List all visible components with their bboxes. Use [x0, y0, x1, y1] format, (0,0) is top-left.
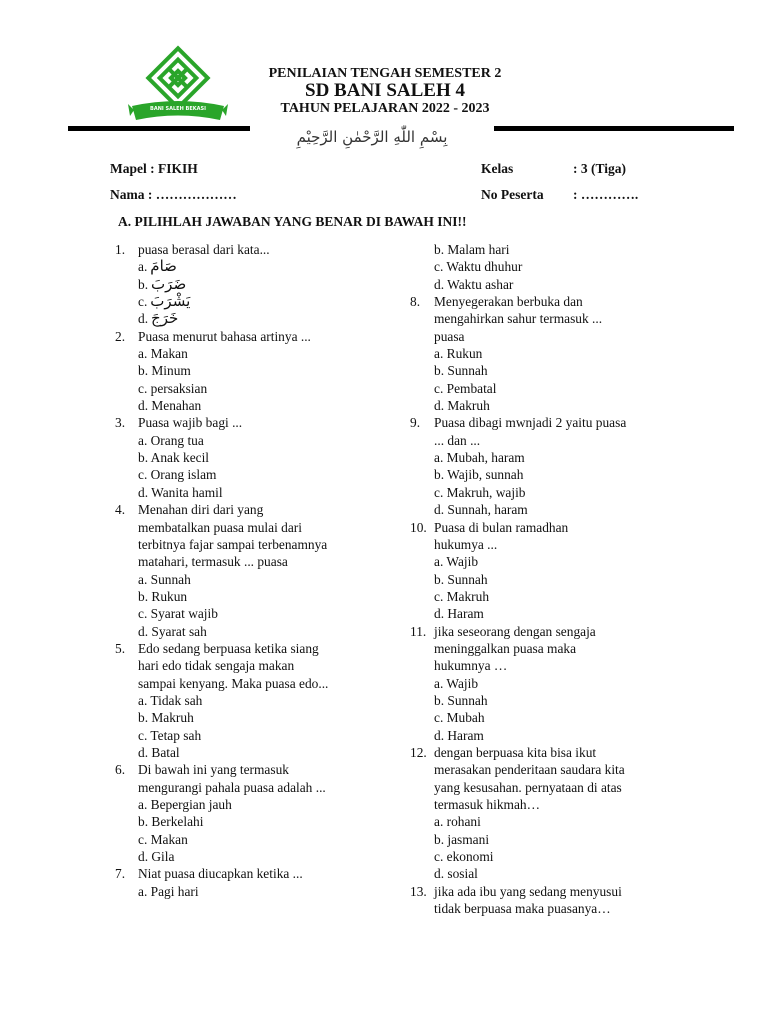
answer-line [115, 605, 405, 622]
option-text: b. Minum [138, 363, 191, 379]
answer-line [410, 380, 700, 397]
option-text: b. Makruh [138, 710, 194, 726]
option-text: c. persaksian [138, 380, 208, 396]
class-label: Kelas [481, 161, 514, 176]
option-text: a. صَامَ [138, 257, 177, 276]
header-rule-left [68, 126, 250, 131]
option-text: terbitnya fajar sampai terbenamnya [138, 536, 328, 552]
option-text: merasakan penderitaan saudara kita [434, 762, 625, 778]
option-text: mengahirkan sahur termasuk ... [434, 311, 603, 327]
option-text: puasa [434, 328, 465, 344]
answer-line [115, 362, 405, 379]
answer-line [115, 484, 405, 501]
school-name: SD BANI SALEH 4 [305, 80, 465, 101]
subject-label: Mapel : FIKIH [110, 161, 198, 176]
answer-line [115, 831, 405, 848]
option-text: tidak berpuasa maka puasanya… [434, 901, 611, 917]
answer-line [410, 692, 700, 709]
option-text: d. Waktu ashar [434, 276, 514, 292]
question-text: Puasa dibagi mwnjadi 2 yaitu puasa [434, 415, 627, 431]
answer-line [115, 432, 405, 449]
class-value: : 3 (Tiga) [573, 161, 626, 176]
question-text: puasa berasal dari kata... [138, 242, 270, 257]
question-text: Menahan diri dari yang [138, 502, 264, 518]
answer-line [410, 484, 700, 501]
answer-line [410, 466, 700, 483]
option-text: a. Rukun [434, 346, 483, 362]
option-text: matahari, termasuk ... puasa [138, 554, 288, 570]
question-line [410, 519, 700, 536]
option-text: a. Wajib [434, 554, 479, 570]
option-text: d. sosial [434, 866, 478, 882]
answer-line [115, 571, 405, 588]
answer-line [410, 241, 700, 258]
answer-line [410, 328, 700, 345]
answer-line [115, 675, 405, 692]
answer-line [410, 865, 700, 882]
answer-line [410, 536, 700, 553]
option-text: c. Syarat wajib [138, 606, 218, 622]
answer-line [115, 727, 405, 744]
answer-line [115, 692, 405, 709]
option-text: hari edo tidak sengaja makan [138, 658, 295, 674]
option-text: b. jasmani [434, 831, 490, 847]
answer-line [410, 362, 700, 379]
answer-line [115, 553, 405, 570]
option-text: c. Tetap sah [138, 727, 202, 743]
answer-line [115, 258, 405, 275]
answer-line [115, 397, 405, 414]
header-rule-right [494, 126, 734, 131]
option-text: c. Waktu dhuhur [434, 259, 523, 275]
participant-number-value: : …………. [573, 187, 639, 202]
option-text: ... dan ... [434, 432, 481, 448]
question-number: 12. [410, 744, 427, 760]
question-number: 6. [115, 762, 126, 778]
answer-line [115, 796, 405, 813]
option-text: membatalkan puasa mulai dari [138, 519, 302, 535]
answer-line [410, 709, 700, 726]
exam-title: PENILAIAN TENGAH SEMESTER 2 [268, 66, 502, 81]
answer-line [410, 675, 700, 692]
question-number: 7. [115, 866, 126, 882]
school-logo [126, 44, 230, 126]
answer-line [115, 466, 405, 483]
option-text: c. Orang islam [138, 467, 217, 483]
answer-line [115, 345, 405, 362]
option-text: d. Syarat sah [138, 623, 207, 639]
option-text: b. Anak kecil [138, 450, 210, 466]
section-title: A. PILIHLAH JAWABAN YANG BENAR DI BAWAH INI!! [118, 214, 467, 229]
questions-right-column [410, 241, 700, 917]
option-text: d. Gila [138, 849, 175, 865]
question-line [115, 328, 405, 345]
answer-line [410, 588, 700, 605]
option-text: d. Menahan [138, 398, 202, 414]
option-text: c. Makruh, wajib [434, 484, 526, 500]
logo-banner-text: BANI SALEH BEKASI [150, 106, 206, 112]
answer-line [115, 449, 405, 466]
option-text: a. Orang tua [138, 432, 204, 448]
answer-line [410, 831, 700, 848]
name-field: Nama : ……………… [110, 187, 237, 202]
question-line [410, 414, 700, 431]
option-text: hukumya ... [434, 536, 498, 552]
academic-year: TAHUN PELAJARAN 2022 - 2023 [280, 101, 490, 116]
option-text: a. Mubah, haram [434, 450, 525, 466]
option-text: b. Malam hari [434, 242, 510, 257]
option-text: a. Bepergian jauh [138, 797, 232, 812]
answer-line [410, 432, 700, 449]
question-number: 9. [410, 415, 421, 431]
option-text: a. Makan [138, 346, 188, 362]
answer-line [115, 657, 405, 674]
answer-line [410, 727, 700, 744]
question-number: 13. [410, 883, 427, 899]
logo-emblem-icon [126, 44, 230, 126]
option-text: a. Tidak sah [138, 692, 203, 708]
option-text: c. Makan [138, 831, 188, 847]
answer-line [410, 571, 700, 588]
option-text: d. Batal [138, 744, 180, 760]
option-text: b. ضَرَبَ [138, 274, 187, 293]
option-text: a. rohani [434, 814, 481, 830]
question-text: Puasa wajib bagi ... [138, 415, 243, 431]
question-text: Puasa di bulan ramadhan [434, 519, 569, 535]
answer-line [410, 657, 700, 674]
question-line [115, 501, 405, 518]
question-text: Puasa menurut bahasa artinya ... [138, 328, 311, 344]
participant-number-label: No Peserta [481, 187, 544, 202]
question-text: Niat puasa diucapkan ketika ... [138, 866, 303, 882]
option-text: hukumnya … [434, 658, 508, 674]
answer-line [115, 276, 405, 293]
question-text: Di bawah ini yang termasuk [138, 762, 289, 778]
option-text: c. Makruh [434, 588, 490, 604]
option-text: sampai kenyang. Maka puasa edo... [138, 675, 329, 691]
question-number: 11. [410, 623, 427, 639]
option-text: a. Pagi hari [138, 883, 199, 899]
answer-line [410, 761, 700, 778]
option-text: c. ekonomi [434, 849, 494, 865]
question-text: dengan berpuasa kita bisa ikut [434, 744, 597, 760]
answer-line [115, 588, 405, 605]
question-text: Edo sedang berpuasa ketika siang [138, 640, 319, 656]
option-text: termasuk hikmah… [434, 797, 540, 812]
answer-line [115, 848, 405, 865]
option-text: b. Sunnah [434, 692, 488, 708]
option-text: yang kesusahan. pernyataan di atas [434, 779, 622, 795]
answer-line [410, 397, 700, 414]
answer-line [115, 623, 405, 640]
option-text: c. Pembatal [434, 380, 497, 396]
answer-line [410, 310, 700, 327]
answer-line [115, 293, 405, 310]
answer-line [115, 536, 405, 553]
answer-line [410, 553, 700, 570]
option-text: b. Wajib, sunnah [434, 467, 524, 483]
answer-line [410, 276, 700, 293]
option-text: b. Sunnah [434, 571, 488, 587]
questions-left-column [115, 241, 405, 900]
answer-line [410, 258, 700, 275]
option-text: a. Sunnah [138, 571, 191, 587]
question-line [115, 414, 405, 431]
answer-line [410, 900, 700, 917]
answer-line [410, 640, 700, 657]
answer-line [410, 501, 700, 518]
option-text: d. Haram [434, 727, 484, 743]
answer-line [115, 883, 405, 900]
arabic-option-text: يَشْرَبَ [150, 292, 191, 311]
answer-line [410, 813, 700, 830]
question-line [410, 623, 700, 640]
question-line [115, 761, 405, 778]
option-text: d. Makruh [434, 398, 490, 414]
option-text: b. Sunnah [434, 363, 488, 379]
answer-line [410, 848, 700, 865]
answer-line [115, 744, 405, 761]
question-number: 8. [410, 294, 421, 310]
arabic-option-text: صَامَ [150, 257, 177, 276]
answer-line [410, 796, 700, 813]
option-text: meninggalkan puasa maka [434, 640, 577, 656]
answer-line [115, 709, 405, 726]
option-text: b. Berkelahi [138, 814, 204, 830]
question-text: Menyegerakan berbuka dan [434, 294, 583, 310]
question-text: jika seseorang dengan sengaja [434, 623, 596, 639]
option-text: a. Wajib [434, 675, 479, 691]
question-line [115, 640, 405, 657]
answer-line [115, 779, 405, 796]
option-text: c. يَشْرَبَ [138, 292, 191, 311]
answer-line [115, 813, 405, 830]
option-text: d. خَرَجَ [138, 309, 179, 328]
question-line [410, 744, 700, 761]
question-line [115, 241, 405, 258]
option-text: mengurangi pahala puasa adalah ... [138, 779, 326, 795]
answer-line [115, 380, 405, 397]
answer-line [115, 310, 405, 327]
question-number: 1. [115, 242, 126, 257]
question-number: 10. [410, 519, 427, 535]
question-line [115, 865, 405, 882]
question-number: 5. [115, 640, 126, 656]
question-number: 3. [115, 415, 126, 431]
question-number: 2. [115, 328, 126, 344]
answer-line [410, 605, 700, 622]
arabic-option-text: ضَرَبَ [151, 274, 187, 293]
option-text: b. Rukun [138, 588, 188, 604]
answer-line [410, 779, 700, 796]
question-line [410, 883, 700, 900]
answer-line [410, 449, 700, 466]
answer-line [410, 345, 700, 362]
basmalah-calligraphy: بِسْمِ اللّٰهِ الرَّحْمٰنِ الرَّحِيْمِ [296, 128, 448, 146]
arabic-option-text: خَرَجَ [151, 309, 179, 328]
option-text: d. Sunnah, haram [434, 502, 528, 518]
option-text: d. Haram [434, 606, 484, 622]
question-number: 4. [115, 502, 126, 518]
question-text: jika ada ibu yang sedang menyusui [434, 883, 622, 899]
question-line [410, 293, 700, 310]
option-text: d. Wanita hamil [138, 484, 223, 500]
option-text: c. Mubah [434, 710, 485, 726]
answer-line [115, 519, 405, 536]
